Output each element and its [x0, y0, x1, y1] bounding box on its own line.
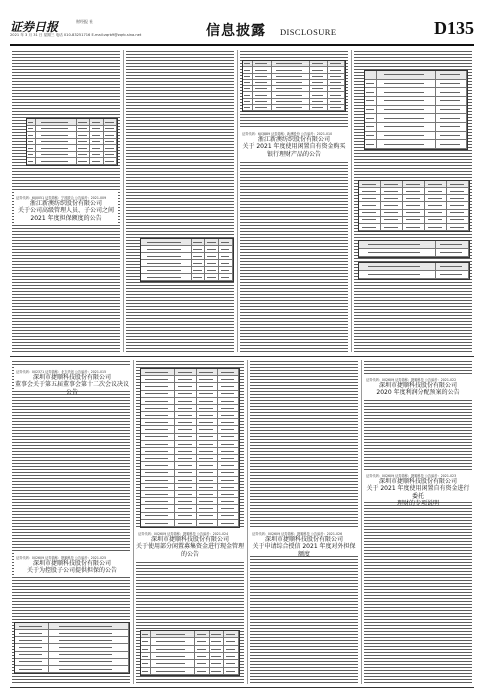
notice-code: 证券代码：002609 证券简称：捷顺科技 公告编号：2021-024 — [138, 532, 229, 536]
data-table — [358, 240, 470, 258]
notice-title-line: 深圳市捷顺科技股份有限公司 — [32, 560, 111, 567]
notice-header — [240, 128, 348, 162]
notice-title-line: 浙江新澳纺织股份有限公司 — [257, 136, 330, 143]
column-divider — [237, 50, 238, 352]
footer-rule — [10, 687, 474, 688]
section-title-english: DISCLOSURE — [280, 27, 337, 37]
column-divider — [123, 50, 124, 352]
text-column — [250, 360, 358, 684]
dateline: 2021 年 3 月 31 日 星期三 电话 010-83251716 E-mail:zqrb9@zqrb.sina.net — [10, 33, 142, 37]
notice-title-line: 理财的专项说明 — [396, 500, 439, 508]
data-table — [364, 70, 468, 150]
masthead-rule — [10, 44, 474, 46]
notice-header — [14, 552, 130, 576]
notice-title-line: 银行理财产品的公告 — [266, 150, 321, 158]
notice-title-line: 关于申请综合授信 2021 年度对外担保额度 — [252, 543, 356, 558]
notice-title-line: 浙江新澳纺织股份有限公司 — [29, 200, 102, 207]
notice-header — [14, 366, 130, 396]
data-table — [26, 118, 118, 166]
section-divider — [10, 356, 474, 357]
notice-title-line: 2020 年度利润分配预案的公告 — [376, 389, 460, 397]
notice-title-line: 2021 年度担保额度的公告 — [30, 214, 102, 222]
text-column — [126, 50, 234, 352]
notice-header — [14, 192, 118, 224]
notice-title-line: 关于公司高级管理人员、子公司之间 — [17, 207, 114, 215]
notice-code: 证券代码：002609 证券简称：捷顺科技 公告编号：2021-023 — [366, 474, 457, 478]
column-divider — [133, 360, 134, 684]
notice-title-line: 董事会关于第五届董事会第十二次会议决议公告 — [14, 381, 129, 396]
notice-code: 证券代码：002371 证券简称：北方华创 公告编号：2021-015 — [16, 370, 107, 374]
notice-title-line: 深圳市捷顺科技股份有限公司 — [264, 536, 343, 543]
notice-title-line: 深圳市捷顺科技股份有限公司 — [150, 536, 229, 543]
notice-header — [250, 528, 358, 558]
data-table — [358, 262, 470, 280]
notice-title-line: 关于使用部分闲置募集资金进行现金管理 — [136, 543, 245, 551]
data-table — [140, 368, 240, 528]
notice-code: 证券代码：603889 证券简称：新澳股份 公告编号：2021-010 — [242, 132, 333, 136]
data-table — [14, 622, 130, 674]
notice-code: 证券代码：002609 证券简称：捷顺科技 公告编号：2021-025 — [16, 556, 107, 560]
column-divider — [351, 50, 352, 352]
notice-title-line: 关于 2021 年度使用闲置自有资金进行委托 — [366, 485, 470, 500]
notice-code: 证券代码：002609 证券简称：捷顺科技 公告编号：2021-026 — [252, 532, 343, 536]
data-table — [140, 238, 234, 282]
data-table — [358, 180, 470, 232]
notice-header — [136, 528, 244, 560]
data-table — [140, 630, 240, 676]
publisher-label: 财经报 社 — [76, 19, 94, 24]
newspaper-logo: 证券日报 — [10, 20, 59, 34]
page-number: D135 — [434, 18, 474, 38]
notice-title-line: 关于 2021 年度使用闲置自有资金购买 — [242, 143, 346, 151]
notice-title-line: 深圳市捷顺科技股份有限公司 — [32, 374, 111, 381]
column-divider — [247, 360, 248, 684]
notice-title-line: 的公告 — [180, 550, 199, 558]
masthead — [10, 18, 474, 44]
text-column — [364, 360, 472, 684]
notice-title-line: 深圳市捷顺科技股份有限公司 — [378, 478, 457, 485]
notice-code: 证券代码：002609 证券简称：捷顺科技 公告编号：2021-022 — [366, 378, 457, 382]
notice-code: 证券代码：600051 证券简称：宁波联合 公告编号：2021-009 — [16, 196, 107, 200]
data-table — [242, 60, 346, 112]
notice-title-line: 关于为控股子公司提供担保的公告 — [26, 567, 117, 575]
column-divider — [361, 360, 362, 684]
notice-header — [364, 374, 472, 398]
notice-title-line: 深圳市捷顺科技股份有限公司 — [378, 382, 457, 389]
notice-header — [364, 470, 472, 508]
section-title: 信息披露 — [206, 23, 266, 39]
